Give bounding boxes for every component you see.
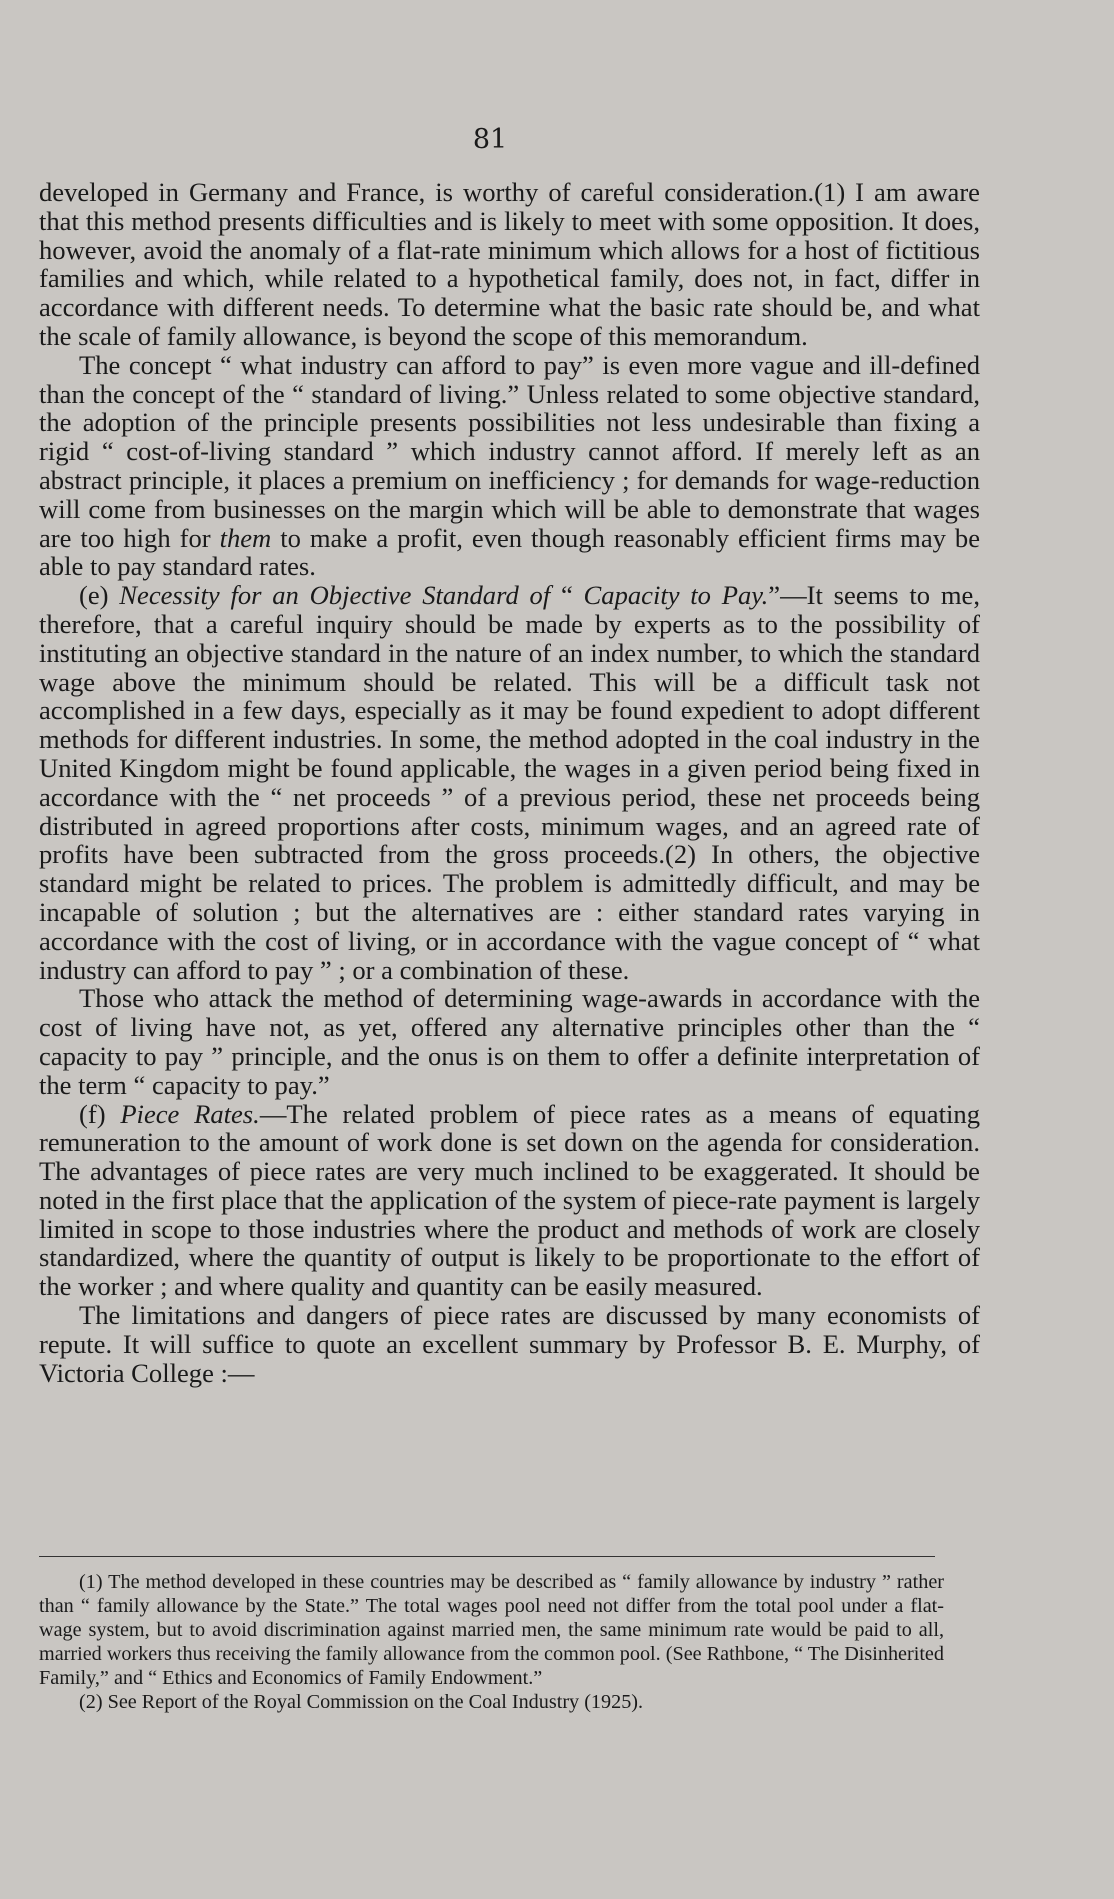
paragraph-capacity-to-pay: [39, 351, 980, 581]
paragraph-limitations: The limitations and dangers of piece rates are discussed by many economists of repute. It will suffice to quote an excellent summary by Professor B. E. Murphy, of Victoria College :—: [39, 1300, 980, 1388]
section-text: —The related problem of piece rates as a means of equating remuneration to the amount of work done is set down on the agenda for consideration. The advantages of piece rates are very much inclined to be exaggerated. It should be noted in the first place that the application of the system of piece-rate payment is largely limited in scope to those industries where the product and methods of work are closely standardized, where the quantity of output is likely to be proportionate to the effort of the worker ; and where quality and quantity can be easily measured.: [39, 1098, 980, 1302]
paragraph-text: The concept “ what industry can afford to pay” is even more vague and ill-defined than the concept of the “ standard of living.” Unless related to some objective standard, the adoption of the principle presents possibilities not less undesirable than fixing a rigid “ cost-of-living standard ” which industry cannot afford. If merely left as an abstract principle, it places a premium on inefficiency ; for demands for wage-reduction will come from businesses on the margin which will be able to demonstrate that wages are too high for: [39, 349, 980, 553]
section-e: [39, 581, 980, 984]
section-text: ”—It seems to me, therefore, that a careful inquiry should be made by experts as to the possibility of instituting an objective standard in the nature of an index number, to which the standard wage above the minimum should be related. This will be a difficult task not accomplished in a few days, especially as it may be found expedient to adopt different methods for different industries. In some, the method adopted in the coal industry in the United Kingdom might be found applicable, the wages in a given period being fixed in accordance with the “ net proceeds ” of a previous period, these net proceeds being distributed in agreed proportions after costs, minimum wages, and an agreed rate of profits have been subtracted from the gross proceeds.(2) In others, the objective standard might be related to prices. The problem is admittedly difficult, and may be incapable of solution ; but the alternatives are : either standard rates varying in accordance with the cost of living, or in accordance with the vague concept of “ what industry can afford to pay ” ; or a combination of these.: [39, 580, 980, 985]
paragraph-text: to make a profit, even though reasonably efficient firms may be able to pay standard rates.: [39, 522, 980, 582]
emphasis-them: them: [219, 522, 272, 553]
heading-quote: “: [550, 580, 584, 611]
paragraph-cost-of-living: Those who attack the method of determining wage-awards in accordance with the cost of living have not, as yet, offered any alternative principles other than the “ capacity to pay ” principle, and the onus is on them to offer a definite interpretation of the term “ capacity to pay.”: [39, 983, 980, 1100]
section-heading: Capacity to Pay.: [583, 580, 769, 611]
paragraph-continued: developed in Germany and France, is worthy of careful consideration.(1) I am aware that this method presents difficulties and is likely to meet with some opposition. It does, however, avoid the anomaly of a flat-rate minimum which allows for a host of fictitious families and which, while related to a hypothetical family, does not, in fact, differ in accordance with different needs. To determine what the basic rate should be, and what the scale of family allowance, is beyond the scope of this memorandum.: [39, 177, 980, 351]
section-heading: Necessity for an Objective Standard of: [119, 580, 551, 611]
footnote-1: (1) The method developed in these countries may be described as “ family allowance by industry ” rather than “ family allowance by the State.” The total wages pool need not differ from the total pool under a flat-wage system, but to avoid discrimination against married men, the same minimum rate would be paid to all, married workers thus receiving the family allowance from the common pool. (See Rathbone, “ The Disinherited Family,” and “ Ethics and Economics of Family Endowment.”: [39, 1571, 944, 1689]
section-label: (f): [79, 1098, 106, 1129]
section-label: (e): [79, 580, 109, 611]
footnote-2: (2) See Report of the Royal Commission on the Coal Industry (1925).: [79, 1691, 644, 1713]
section-f: [39, 1100, 980, 1302]
footnote-rule: [39, 1556, 935, 1557]
page-number: 81: [472, 124, 508, 155]
section-heading: Piece Rates.: [120, 1098, 260, 1129]
body-text: [39, 178, 980, 1387]
footnotes: [39, 1570, 944, 1714]
